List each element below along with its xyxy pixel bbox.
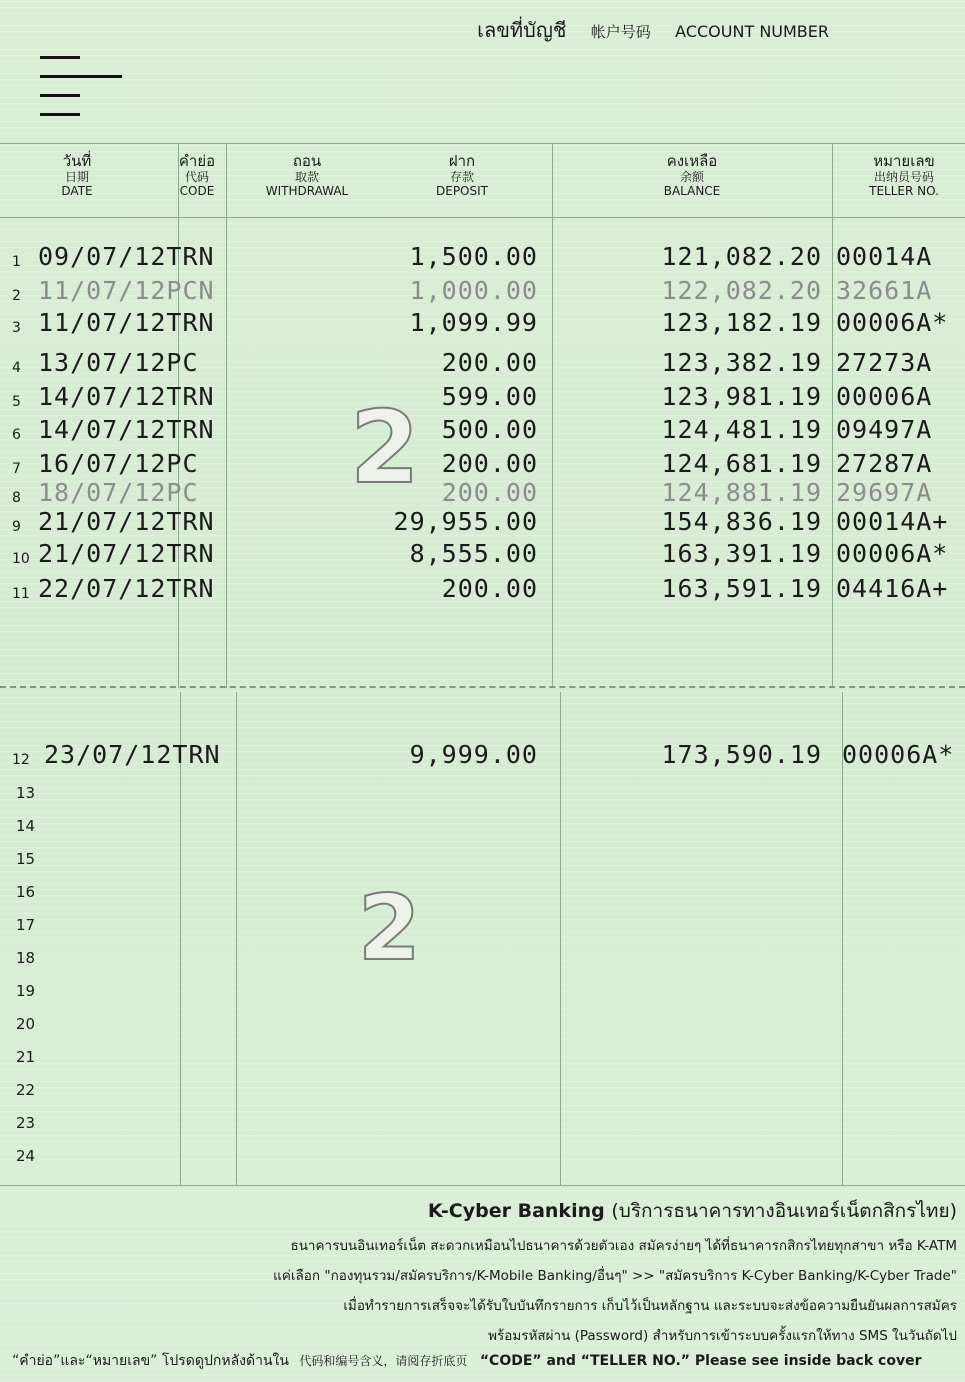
table-row [0, 539, 965, 573]
footer-title-th: (บริการธนาคารทางอินเทอร์เน็ตกสิกรไทย) [611, 1200, 957, 1222]
empty-row-number: 15 [16, 850, 36, 868]
col-header-withdrawal [250, 152, 364, 199]
empty-row-number: 20 [16, 1015, 36, 1033]
row-balance: 173,590.19 [661, 740, 822, 769]
account-number-header [477, 14, 829, 46]
col-deposit-en: DEPOSIT [436, 184, 488, 199]
table-row [0, 415, 965, 449]
col-withdrawal-th: ถอน [292, 152, 322, 170]
row-number: 3 [12, 320, 21, 336]
bottom-note [12, 1350, 921, 1372]
row-teller: 00014A+ [836, 507, 949, 536]
footer-title-en: K-Cyber Banking [427, 1200, 605, 1222]
row-balance: 122,082.20 [661, 276, 822, 305]
col-withdrawal-en: WITHDRAWAL [265, 184, 349, 199]
account-label-cn: 帐户号码 [590, 23, 651, 41]
row-date-code: 11/07/12PCN [38, 276, 215, 305]
col-teller-cn: 出纳员号码 [873, 170, 934, 184]
row-number: 12 [12, 752, 30, 768]
menu-lines-mark [40, 56, 122, 132]
row-deposit: 9,999.00 [409, 740, 538, 769]
row-deposit: 1,500.00 [409, 242, 538, 271]
col-teller-en: TELLER NO. [869, 184, 939, 199]
row-date-code: 21/07/12TRN [38, 507, 215, 536]
row-teller: 04416A+ [836, 574, 949, 603]
empty-row-number: 22 [16, 1081, 36, 1099]
row-date-code: 16/07/12PC [38, 449, 199, 478]
account-label-en: ACCOUNT NUMBER [675, 22, 829, 41]
row-deposit: 599.00 [441, 382, 538, 411]
empty-row-number: 18 [16, 949, 36, 967]
row-number: 9 [12, 519, 21, 535]
page-fold-divider [0, 686, 965, 692]
row-number: 4 [12, 360, 21, 376]
bottom-note-en: “CODE” and “TELLER NO.” Please see inside back cover [479, 1353, 922, 1369]
row-teller: 32661A [836, 276, 933, 305]
col-withdrawal-cn: 取款 [294, 170, 319, 184]
col-deposit-th: ฝาก [448, 152, 476, 170]
row-number: 11 [12, 586, 30, 602]
header-bottom-border [0, 217, 965, 218]
col-date-cn: 日期 [64, 170, 89, 184]
empty-row-number: 17 [16, 916, 36, 934]
row-date-code: 11/07/12TRN [38, 308, 215, 337]
row-balance: 163,391.19 [661, 539, 822, 568]
row-balance: 121,082.20 [661, 242, 822, 271]
col-header-code [170, 152, 224, 199]
bottom-note-cn: 代码和编号含义，请阅存折底页 [299, 1354, 468, 1368]
row-deposit: 1,099.99 [409, 308, 538, 337]
col-balance-th: คงเหลือ [666, 152, 718, 170]
col-header-balance [640, 152, 744, 199]
row-deposit: 200.00 [441, 449, 538, 478]
table-row [0, 276, 965, 310]
table-row [0, 574, 965, 608]
empty-row-number: 24 [16, 1147, 36, 1165]
row-number: 10 [12, 551, 30, 567]
table-row [0, 242, 965, 276]
table-row [0, 740, 965, 774]
empty-row-number: 13 [16, 784, 36, 802]
row-date-code: 22/07/12TRN [38, 574, 215, 603]
row-teller: 00014A [836, 242, 933, 271]
col-code-en: CODE [179, 184, 215, 199]
bottom-note-th: “คำย่อ”และ“หมายเลข” โปรดดูปกหลังด้านใน [12, 1353, 289, 1369]
row-number: 2 [12, 288, 21, 304]
footer-line: เมื่อทำรายการเสร็จจะได้รับใบบันทึกรายการ เก็บไว้เป็นหลักฐาน และระบบจะส่งข้อความยืนยันผลการสมัคร [343, 1298, 957, 1314]
col-header-date [40, 152, 114, 199]
empty-row-number: 16 [16, 883, 36, 901]
col-balance-en: BALANCE [663, 184, 721, 199]
row-deposit: 8,555.00 [409, 539, 538, 568]
row-number: 5 [12, 394, 21, 410]
row-balance: 123,981.19 [661, 382, 822, 411]
row-date-code: 21/07/12TRN [38, 539, 215, 568]
row-deposit: 1,000.00 [409, 276, 538, 305]
footer-line: ธนาคารบนอินเทอร์เน็ต สะดวกเหมือนไปธนาคารด้วยตัวเอง สมัครง่ายๆ ได้ที่ธนาคารกสิกรไทยทุกสาขา หรือ K-ATM [290, 1238, 957, 1254]
row-teller: 29697A [836, 478, 933, 507]
row-deposit: 200.00 [441, 478, 538, 507]
footer-promo [57, 1196, 957, 1354]
table-row [0, 308, 965, 342]
footer-line: พร้อมรหัสผ่าน (Password) สำหรับการเข้าระบบครั้งแรกให้ทาง SMS ในวันถัดไป [488, 1328, 957, 1344]
row-balance: 163,591.19 [661, 574, 822, 603]
col-date-th: วันที่ [62, 152, 92, 170]
row-teller: 09497A [836, 415, 933, 444]
row-teller: 00006A* [836, 308, 949, 337]
row-deposit: 29,955.00 [393, 507, 538, 536]
row-number: 6 [12, 427, 21, 443]
empty-row-number: 23 [16, 1114, 36, 1132]
empty-row-number: 19 [16, 982, 36, 1000]
page-number-watermark: 2 [350, 389, 420, 506]
col-deposit-cn: 存款 [449, 170, 474, 184]
row-date-code: 14/07/12TRN [38, 415, 215, 444]
row-deposit: 200.00 [441, 348, 538, 377]
row-teller: 00006A [836, 382, 933, 411]
row-date-code: 23/07/12TRN [44, 740, 221, 769]
row-deposit: 200.00 [441, 574, 538, 603]
col-code-cn: 代码 [184, 170, 209, 184]
row-date-code: 14/07/12TRN [38, 382, 215, 411]
empty-row-number: 14 [16, 817, 36, 835]
footer-line: แค่เลือก "กองทุนรวม/สมัครบริการ/K-Mobile Banking/อื่นๆ" >> "สมัครบริการ K-Cyber Banking/K-Cyber Trade" [273, 1268, 957, 1284]
row-date-code: 18/07/12PC [38, 478, 199, 507]
col-code-th: คำย่อ [178, 152, 216, 170]
row-number: 8 [12, 490, 21, 506]
row-balance: 123,182.19 [661, 308, 822, 337]
row-balance: 124,681.19 [661, 449, 822, 478]
row-deposit: 500.00 [441, 415, 538, 444]
col-header-teller [852, 152, 956, 199]
row-teller: 00006A* [842, 740, 955, 769]
row-teller: 27287A [836, 449, 933, 478]
table-row [0, 382, 965, 416]
footer-title [57, 1196, 957, 1226]
row-date-code: 09/07/12TRN [38, 242, 215, 271]
empty-row-number: 21 [16, 1048, 36, 1066]
table-top-border [0, 143, 965, 144]
row-balance: 154,836.19 [661, 507, 822, 536]
account-label-th: เลขที่บัญชี [477, 18, 567, 42]
row-number: 7 [12, 461, 21, 477]
row-teller: 00006A* [836, 539, 949, 568]
table-row [0, 507, 965, 541]
row-teller: 27273A [836, 348, 933, 377]
row-balance: 124,481.19 [661, 415, 822, 444]
col-header-deposit [412, 152, 512, 199]
row-balance: 123,382.19 [661, 348, 822, 377]
page-number-watermark: 2 [358, 876, 421, 981]
table-row [0, 348, 965, 382]
row-number: 1 [12, 254, 21, 270]
col-date-en: DATE [61, 184, 93, 199]
row-balance: 124,881.19 [661, 478, 822, 507]
table-bottom-border [0, 1185, 965, 1186]
col-teller-th: หมายเลข [873, 152, 935, 170]
col-balance-cn: 余额 [679, 170, 704, 184]
row-date-code: 13/07/12PC [38, 348, 199, 377]
